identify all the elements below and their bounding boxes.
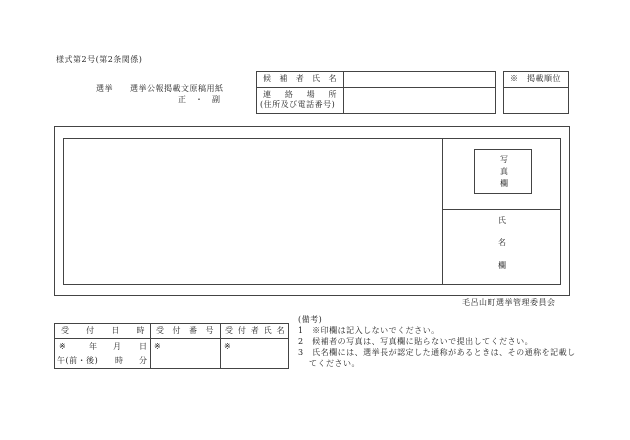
notes — [298, 315, 576, 369]
year-label: 年 — [89, 342, 98, 351]
form-label: 様式第2号(第2条関係) — [56, 55, 143, 64]
candidate-name-label: 候 補 者 氏 名 — [263, 74, 337, 83]
hour-label: 時 — [115, 356, 124, 365]
election-title: 選挙 選挙公報掲載文原稿用紙 — [96, 84, 224, 93]
ampm-label: 午(前・後) — [57, 356, 99, 365]
candidate-info-table — [256, 71, 496, 114]
photo-label-char: 写 — [500, 155, 509, 164]
date-mark: ※ — [59, 342, 67, 351]
copy-type: 正 ・ 副 — [178, 95, 221, 104]
photo-box[interactable] — [474, 149, 532, 194]
candidate-name-field[interactable] — [345, 73, 493, 86]
manuscript-inner-frame — [63, 138, 561, 285]
photo-label-char: 欄 — [500, 179, 509, 188]
month-label: 月 — [113, 342, 122, 351]
minute-label: 分 — [139, 356, 148, 365]
note-item: 3 氏名欄には、選挙長が認定した通称があるときは、その通称を記載し — [298, 348, 576, 357]
name-label-char: 氏 — [498, 216, 507, 225]
publication-order-label: ※ 掲載順位 — [510, 74, 561, 83]
publication-order-box — [503, 71, 569, 114]
reception-table — [54, 323, 289, 369]
contact-label: 連 絡 場 所 — [263, 90, 337, 99]
contact-field[interactable] — [345, 89, 493, 112]
note-item: 2 候補者の写真は、写真欄に貼らないで提出してください。 — [298, 337, 534, 346]
name-label-char: 名 — [498, 238, 507, 247]
reception-number-mark: ※ — [154, 342, 162, 351]
notes-title: (備考) — [298, 315, 323, 324]
contact-sub-label: (住所及び電話番号) — [260, 100, 336, 109]
day-label: 日 — [139, 342, 148, 351]
publication-order-field[interactable] — [505, 89, 567, 112]
committee-name: 毛呂山町選挙管理委員会 — [462, 298, 556, 307]
header-reception-number: 受 付 番 号 — [156, 326, 214, 335]
note-continuation: てください。 — [309, 359, 360, 368]
photo-label-char: 真 — [500, 167, 509, 176]
receiver-name-mark: ※ — [224, 342, 232, 351]
header-receiver-name: 受 付 者 氏 名 — [225, 326, 285, 335]
name-column[interactable] — [444, 211, 560, 283]
manuscript-text-area[interactable] — [65, 140, 441, 283]
header-reception-datetime: 受 付 日 時 — [61, 326, 145, 335]
note-item: 1 ※印欄は記入しないでください。 — [298, 326, 440, 335]
name-label-char: 欄 — [498, 261, 507, 270]
